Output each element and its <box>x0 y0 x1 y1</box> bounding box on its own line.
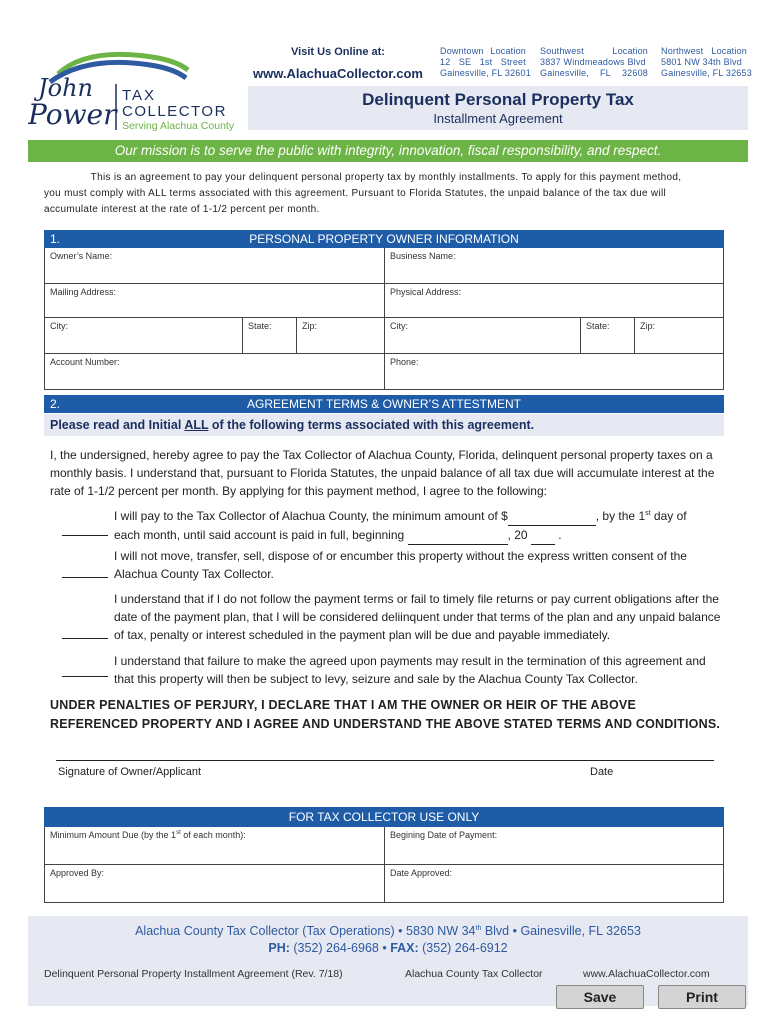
location-northwest: Northwest Location 5801 NW 34th Blvd Gainesville, FL 32653 <box>661 46 752 78</box>
mailing-state-field[interactable]: State: <box>243 318 297 354</box>
begin-date-input[interactable] <box>408 526 508 545</box>
logo-john: John <box>38 74 93 102</box>
website-link[interactable]: www.AlachuaCollector.com <box>252 66 423 81</box>
john-power-logo <box>28 48 240 134</box>
begin-year-input[interactable] <box>531 526 555 545</box>
term-4: I understand that failure to make the agreed upon payments may result in the termination of this agreement and that this property will then be subject to levy, seizure and sale by the Alachua County Tax Collector. <box>62 652 722 688</box>
term-1-initial[interactable] <box>62 535 108 536</box>
min-amount-input[interactable] <box>508 507 596 526</box>
date-label: Date <box>590 766 614 778</box>
office-use-grid <box>44 827 724 903</box>
footer-phone-fax: PH: (352) 264-6968 • FAX: (352) 264-6912 <box>268 941 508 955</box>
location-southwest: Southwest Location 3837 Windmeadows Blvd Gainesville, FL 32608 <box>540 46 648 78</box>
owners-name-field[interactable]: Owner’s Name: <box>45 248 385 284</box>
footer-address: Alachua County Tax Collector (Tax Operations) • 5830 NW 34th Blvd • Gainesville, FL 32653 <box>135 924 641 938</box>
approved-by-field[interactable]: Approved By: <box>45 865 385 902</box>
term-2-initial[interactable] <box>62 577 108 578</box>
business-name-field[interactable]: Business Name: <box>385 248 724 284</box>
term-3: I understand that if I do not follow the payment terms or fail to timely file returns or pay current obligations after the date of the payment plan, that I will be considered deliinquent under that terms of the plan and any unpaid balance of tax, penalty or interest scheduled in the payment plan will be due and payable immediately. <box>62 590 722 644</box>
mailing-zip-field[interactable]: Zip: <box>297 318 385 354</box>
date-approved-field[interactable]: Date Approved: <box>390 868 453 878</box>
owner-info-grid <box>44 248 724 390</box>
term-2: I will not move, transfer, sell, dispose of or encumber this property without the express written consent of the Alachua County Tax Collector. <box>62 547 722 583</box>
physical-zip-field[interactable]: Zip: <box>635 318 724 354</box>
logo-collector: COLLECTOR <box>122 103 227 120</box>
initial-instruction: Please read and Initial ALL of the following terms associated with this agreement. <box>44 414 724 436</box>
begin-date-field[interactable]: Begining Date of Payment: <box>385 827 724 865</box>
term-3-initial[interactable] <box>62 638 108 639</box>
mission-banner: Our mission is to serve the public with integrity, innovation, fiscal responsibility, and respect. <box>28 140 748 162</box>
section-2-header: 2. AGREEMENT TERMS & OWNER’S ATTESTMENT <box>44 395 724 413</box>
intro-paragraph: This is an agreement to pay your delinquent personal property tax by monthly installments. To apply for this payment method, you must comply with ALL terms associated with this agreement. Pursuant to Florida Statutes, the unpaid balance of the tax due will accumulate interest at the rate of 1-1/2 percent per month. <box>44 172 682 215</box>
physical-city-field[interactable]: City: <box>385 318 581 354</box>
form-title: Delinquent Personal Property Tax <box>362 90 634 109</box>
logo-tax: TAX <box>122 87 157 104</box>
mailing-city-field[interactable]: City: <box>45 318 243 354</box>
print-button[interactable]: Print <box>658 985 746 1009</box>
physical-address-field[interactable]: Physical Address: <box>385 284 724 318</box>
term-1: I will pay to the Tax Collector of Alachua County, the minimum amount of $ , by the 1st day of each month, until said account is paid in full, beginning , 20 . <box>62 505 722 541</box>
logo-power: Power <box>28 98 117 131</box>
signature-label: Signature of Owner/Applicant <box>58 766 202 778</box>
min-amount-due-field[interactable]: Minimum Amount Due (by the 1st of each month): <box>45 827 385 865</box>
form-title-box <box>248 86 748 130</box>
footer-website[interactable]: www.AlachuaCollector.com <box>583 968 710 980</box>
perjury-declaration: UNDER PENALTIES OF PERJURY, I DECLARE THAT I AM THE OWNER OR HEIR OF THE ABOVE REFERENCED PROPERTY AND I AGREE AND UNDERSTAND THE ABOVE STATED TERMS AND CONDITIONS. <box>50 698 721 731</box>
office-use-header: FOR TAX COLLECTOR USE ONLY <box>44 807 724 827</box>
mailing-address-field[interactable]: Mailing Address: <box>45 284 385 318</box>
section-1-header: 1. PERSONAL PROPERTY OWNER INFORMATION <box>44 230 724 248</box>
form-subtitle: Installment Agreement <box>433 111 563 126</box>
footer-agency: Alachua County Tax Collector <box>405 968 543 980</box>
term-4-initial[interactable] <box>62 676 108 677</box>
phone-field[interactable]: Phone: <box>390 357 419 367</box>
account-number-field[interactable]: Account Number: <box>45 354 385 389</box>
location-downtown: Downtown Location 12 SE 1st Street Gainesville, FL 32601 <box>440 46 531 78</box>
form-revision: Delinquent Personal Property Installment Agreement (Rev. 7/18) <box>44 968 343 980</box>
visit-label: Visit Us Online at: <box>291 46 385 58</box>
agreement-statement: I, the undersigned, hereby agree to pay the Tax Collector of Alachua County, Florida, delinquent personal property taxes on a monthly basis. I understand that, pursuant to Florida Statutes, the unpaid balance of all tax due will accumulate interest at the rate of 1-1/2 percent per month. By applying for this payment method, I agree to the following: <box>50 448 715 498</box>
visit-online <box>248 46 428 81</box>
logo-serving: Serving Alachua County <box>122 120 235 132</box>
signature-line[interactable] <box>56 760 714 761</box>
physical-state-field[interactable]: State: <box>581 318 635 354</box>
save-button[interactable]: Save <box>556 985 644 1009</box>
